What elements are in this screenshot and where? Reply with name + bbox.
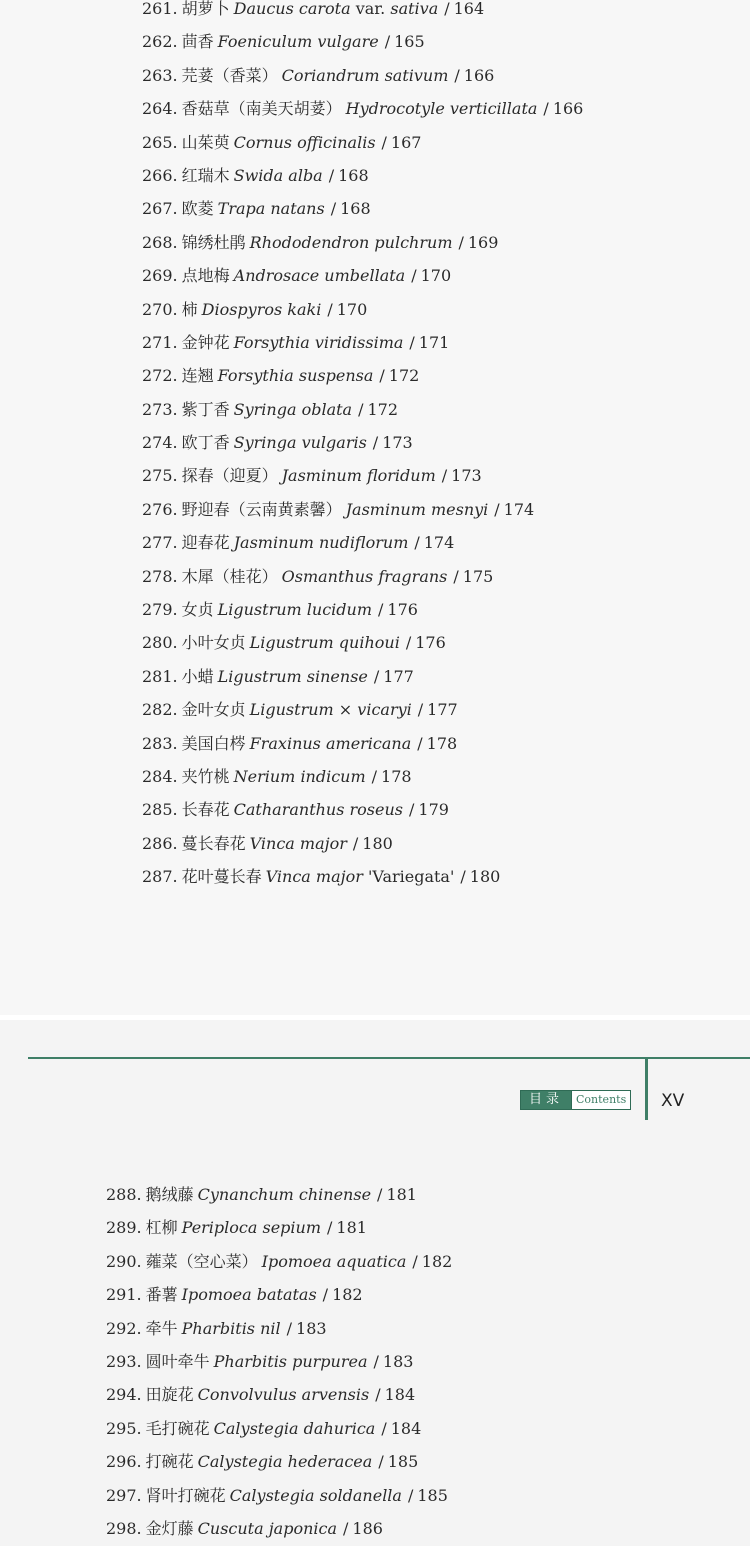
contents-label-en: Contents <box>571 1091 630 1109</box>
entry-page-number: 182 <box>421 1251 453 1271</box>
entry-latin-name: Cuscuta japonica <box>197 1518 338 1538</box>
toc-entry <box>142 192 583 225</box>
entry-latin-name: Calystegia dahurica <box>213 1418 376 1438</box>
entry-latin-name: Diospyros kaki <box>201 299 322 319</box>
entry-latin-name: Forsythia suspensa <box>217 366 374 386</box>
entry-number: 282. <box>142 700 178 720</box>
entry-latin-name: Fraxinus americana <box>249 733 412 753</box>
entry-separator: / <box>458 232 464 252</box>
toc-entry <box>142 393 583 426</box>
toc-entry <box>142 727 583 760</box>
toc-entry <box>142 526 583 559</box>
entry-chinese-name: 鹅绒藤 <box>145 1185 194 1204</box>
entry-page-number: 184 <box>384 1385 416 1405</box>
entry-latin-name: Ligustrum quihoui <box>249 633 400 653</box>
toc-entry <box>142 626 583 659</box>
toc-entry <box>142 293 583 326</box>
entry-number: 293. <box>106 1351 142 1371</box>
entry-page-number: 175 <box>462 566 494 586</box>
entry-latin-name: Daucus carota <box>233 0 351 18</box>
entry-number: 290. <box>106 1251 142 1271</box>
entry-latin-name: Syringa oblata <box>233 399 353 419</box>
entry-page-number: 176 <box>387 600 418 620</box>
entry-number: 286. <box>142 833 178 853</box>
entry-chinese-name: 红瑞木 <box>181 165 230 185</box>
entry-chinese-name: 杠柳 <box>145 1218 178 1238</box>
entry-page-number: 185 <box>417 1485 448 1505</box>
entry-latin-name: Ipomoea aquatica <box>261 1251 407 1271</box>
entry-chinese-name: 野迎春（云南黄素馨） <box>181 499 342 519</box>
toc-entry <box>106 1178 452 1211</box>
entry-chinese-name: 探春（迎夏） <box>181 466 278 486</box>
entry-latin-name: Catharanthus roseus <box>233 800 403 820</box>
entry-chinese-name: 牵牛 <box>145 1318 178 1338</box>
entry-separator: / <box>411 266 417 286</box>
entry-page-number: 183 <box>296 1318 327 1338</box>
entry-latin-name: Vinca major <box>249 833 347 853</box>
entry-chinese-name: 迎春花 <box>181 533 230 553</box>
entry-latin-name-2: vicaryi <box>357 700 412 720</box>
entry-chinese-name: 肾叶打碗花 <box>145 1485 226 1505</box>
entry-chinese-name: 连翘 <box>181 366 214 386</box>
entry-separator: / <box>373 1351 379 1371</box>
entry-latin-name: Osmanthus fragrans <box>281 566 448 586</box>
toc-entry <box>142 827 583 860</box>
toc-entry <box>106 1479 452 1512</box>
entry-latin-name: Androsace umbellata <box>233 266 406 286</box>
entry-separator: / <box>417 700 424 720</box>
entry-chinese-name: 女贞 <box>181 600 214 620</box>
entry-number: 280. <box>142 633 178 653</box>
entry-separator: / <box>375 1385 381 1405</box>
toc-entry <box>106 1278 452 1311</box>
entry-separator: / <box>543 99 549 119</box>
entry-page-number: 181 <box>386 1185 417 1204</box>
entry-separator: / <box>381 132 387 152</box>
toc-entry <box>142 459 583 492</box>
entry-chinese-name: 长春花 <box>181 800 230 820</box>
entry-latin-name: Cornus officinalis <box>233 132 376 152</box>
entry-page-number: 172 <box>388 366 420 386</box>
entry-chinese-name: 小蜡 <box>181 666 214 686</box>
entry-latin-name: Ligustrum <box>249 700 334 720</box>
entry-latin-name: Pharbitis purpurea <box>213 1351 368 1371</box>
toc-entry <box>106 1345 452 1378</box>
entry-separator: / <box>454 65 460 85</box>
entry-number: 284. <box>142 766 178 786</box>
entry-separator: / <box>409 800 415 820</box>
entry-chinese-name: 圆叶牵牛 <box>145 1351 210 1371</box>
entry-page-number: 186 <box>352 1518 383 1538</box>
toc-entry <box>142 92 583 125</box>
entry-chinese-name: 山茱萸 <box>181 132 230 152</box>
entry-separator: / <box>343 1518 349 1538</box>
entry-page-number: 171 <box>418 332 450 352</box>
header-rule <box>28 1057 750 1059</box>
entry-separator: / <box>328 165 335 185</box>
entry-page-number: 176 <box>415 633 446 653</box>
entry-latin-name: Hydrocotyle verticillata <box>345 99 538 119</box>
entry-chinese-name: 茴香 <box>181 32 214 52</box>
entry-latin-name: Ipomoea batatas <box>181 1285 317 1305</box>
toc-page-bottom <box>0 1020 750 1546</box>
entry-separator: / <box>444 0 450 18</box>
toc-entry <box>142 259 583 292</box>
entry-separator: / <box>417 733 423 753</box>
toc-entry <box>142 860 583 893</box>
entry-number: 268. <box>142 232 178 252</box>
entry-page-number: 178 <box>381 766 412 786</box>
entry-number: 296. <box>106 1452 142 1472</box>
toc-entry <box>142 660 583 693</box>
entry-separator: / <box>460 867 466 887</box>
entry-number: 273. <box>142 399 178 419</box>
entry-separator: / <box>453 566 459 586</box>
entry-chinese-name: 金灯藤 <box>145 1518 194 1538</box>
toc-entry <box>142 359 583 392</box>
entry-latin-name: Cynanchum chinense <box>197 1185 372 1204</box>
page-number: XV <box>661 1091 685 1111</box>
entry-number: 264. <box>142 99 178 119</box>
entry-page-number: 174 <box>503 499 535 519</box>
entry-separator: / <box>352 833 359 853</box>
entry-separator: / <box>494 499 500 519</box>
entry-chinese-name: 蔓长春花 <box>181 833 246 853</box>
entry-number: 272. <box>142 366 178 386</box>
entry-separator: / <box>384 32 391 52</box>
entry-separator: / <box>373 666 380 686</box>
contents-label-cn: 目录 <box>521 1091 571 1109</box>
entry-chinese-name: 紫丁香 <box>181 399 230 419</box>
entry-separator: / <box>378 1452 384 1472</box>
entry-page-number: 178 <box>426 733 458 753</box>
toc-entry <box>142 426 583 459</box>
entry-chinese-name: 芫荽（香菜） <box>181 65 278 85</box>
entry-number: 275. <box>142 466 178 486</box>
entry-number: 289. <box>106 1218 142 1238</box>
entry-separator: / <box>405 633 412 653</box>
entry-separator: / <box>381 1418 387 1438</box>
toc-entry <box>142 59 583 92</box>
toc-entry <box>106 1445 452 1478</box>
entry-page-number: 183 <box>382 1351 414 1371</box>
entry-page-number: 181 <box>336 1218 367 1238</box>
entry-page-number: 179 <box>418 800 449 820</box>
entry-latin-name: Calystegia soldanella <box>229 1485 402 1505</box>
entry-separator: / <box>412 1251 418 1271</box>
entry-chinese-name: 锦绣杜鹃 <box>181 232 246 252</box>
entry-page-number: 182 <box>332 1285 363 1305</box>
entry-separator: / <box>441 466 448 486</box>
entry-separator: / <box>286 1318 293 1338</box>
toc-entry <box>142 159 583 192</box>
entry-number: 267. <box>142 199 178 219</box>
toc-entry <box>142 760 583 793</box>
entry-latin-name: Jasminum mesnyi <box>345 499 489 519</box>
entry-page-number: 184 <box>390 1418 422 1438</box>
toc-entry <box>142 693 583 726</box>
entry-latin-name-2: sativa <box>390 0 439 18</box>
entry-number: 295. <box>106 1418 142 1438</box>
entry-latin-name: Syringa vulgaris <box>233 433 367 453</box>
entry-page-number: 166 <box>463 65 495 85</box>
entry-separator: / <box>371 766 378 786</box>
entry-chinese-name: 柿 <box>181 299 198 319</box>
toc-entry <box>142 25 583 58</box>
entry-number: 288. <box>106 1185 142 1204</box>
entry-number: 266. <box>142 165 178 185</box>
toc-list-top <box>142 0 583 894</box>
entry-latin-name: Coriandrum sativum <box>281 65 449 85</box>
entry-page-number: 173 <box>382 433 413 453</box>
entry-latin-name: Periploca sepium <box>181 1218 322 1238</box>
toc-entry <box>142 0 583 25</box>
entry-number: 274. <box>142 433 178 453</box>
entry-extra: 'Variegata' <box>362 867 455 887</box>
entry-separator: / <box>322 1285 329 1305</box>
entry-number: 298. <box>106 1518 142 1538</box>
entry-page-number: 177 <box>427 700 458 720</box>
entry-number: 270. <box>142 299 178 319</box>
entry-number: 263. <box>142 65 178 85</box>
entry-separator: / <box>372 433 379 453</box>
entry-latin-name: Ligustrum lucidum <box>217 600 372 620</box>
entry-latin-name: Calystegia hederacea <box>197 1452 373 1472</box>
entry-latin-name: Ligustrum sinense <box>217 666 368 686</box>
entry-number: 262. <box>142 32 178 52</box>
entry-number: 277. <box>142 533 178 553</box>
entry-number: 292. <box>106 1318 142 1338</box>
entry-page-number: 165 <box>394 32 425 52</box>
entry-number: 294. <box>106 1385 142 1405</box>
entry-number: 285. <box>142 800 178 820</box>
entry-page-number: 180 <box>469 867 501 887</box>
entry-chinese-name: 毛打碗花 <box>145 1418 210 1438</box>
entry-chinese-name: 美国白梣 <box>181 733 246 753</box>
entry-number: 281. <box>142 666 178 686</box>
toc-entry <box>106 1378 452 1411</box>
entry-number: 279. <box>142 600 178 620</box>
toc-entry <box>142 593 583 626</box>
entry-chinese-name: 胡萝卜 <box>181 0 230 18</box>
entry-latin-name: Trapa natans <box>217 199 325 219</box>
entry-extra: × <box>333 700 358 720</box>
entry-separator: / <box>409 332 415 352</box>
toc-entry <box>142 560 583 593</box>
entry-number: 265. <box>142 132 178 152</box>
entry-page-number: 172 <box>367 399 399 419</box>
entry-chinese-name: 小叶女贞 <box>181 633 246 653</box>
entry-page-number: 167 <box>390 132 422 152</box>
entry-chinese-name: 田旋花 <box>145 1385 194 1405</box>
entry-page-number: 170 <box>420 266 452 286</box>
entry-chinese-name: 夹竹桃 <box>181 766 230 786</box>
entry-chinese-name: 打碗花 <box>145 1452 194 1472</box>
entry-page-number: 169 <box>467 232 499 252</box>
entry-chinese-name: 金钟花 <box>181 332 230 352</box>
entry-page-number: 177 <box>383 666 414 686</box>
entry-chinese-name: 金叶女贞 <box>181 700 246 720</box>
entry-number: 297. <box>106 1485 142 1505</box>
entry-separator: / <box>407 1485 414 1505</box>
entry-separator: / <box>379 366 385 386</box>
entry-latin-name: Pharbitis nil <box>181 1318 281 1338</box>
entry-page-number: 164 <box>453 0 485 18</box>
toc-entry <box>142 326 583 359</box>
toc-entry <box>106 1312 452 1345</box>
entry-number: 271. <box>142 332 178 352</box>
entry-latin-name: Foeniculum vulgare <box>217 32 379 52</box>
entry-latin-name: Jasminum floridum <box>281 466 436 486</box>
entry-page-number: 170 <box>336 299 368 319</box>
entry-separator: / <box>414 533 420 553</box>
contents-label <box>520 1090 631 1110</box>
entry-latin-name: Convolvulus arvensis <box>197 1385 370 1405</box>
toc-entry <box>106 1512 452 1545</box>
entry-page-number: 174 <box>423 533 455 553</box>
entry-number: 261. <box>142 0 178 18</box>
entry-separator: / <box>327 1218 333 1238</box>
entry-separator: / <box>327 299 333 319</box>
toc-entry <box>106 1211 452 1244</box>
toc-entry <box>142 493 583 526</box>
toc-entry <box>106 1412 452 1445</box>
entry-chinese-name: 花叶蔓长春 <box>181 867 262 887</box>
entry-number: 287. <box>142 867 178 887</box>
entry-number: 276. <box>142 499 178 519</box>
entry-latin-name: Vinca major <box>265 867 363 887</box>
entry-number: 291. <box>106 1285 142 1305</box>
toc-entry <box>106 1245 452 1278</box>
entry-separator: / <box>358 399 364 419</box>
entry-chinese-name: 番薯 <box>145 1285 178 1305</box>
toc-entry <box>142 793 583 826</box>
toc-entry <box>142 226 583 259</box>
entry-latin-name: Rhododendron pulchrum <box>249 232 453 252</box>
entry-latin-name: Forsythia viridissima <box>233 332 404 352</box>
entry-page-number: 180 <box>362 833 393 853</box>
toc-entry <box>142 126 583 159</box>
entry-latin-name: Swida alba <box>233 165 323 185</box>
entry-extra: var. <box>350 0 391 18</box>
entry-chinese-name: 点地梅 <box>181 266 230 286</box>
entry-latin-name: Nerium indicum <box>233 766 366 786</box>
entry-page-number: 168 <box>338 165 369 185</box>
entry-separator: / <box>377 1185 383 1204</box>
toc-list-bottom <box>106 1178 452 1545</box>
entry-chinese-name: 木犀（桂花） <box>181 566 278 586</box>
entry-page-number: 166 <box>552 99 584 119</box>
entry-chinese-name: 欧丁香 <box>181 433 230 453</box>
entry-number: 278. <box>142 566 178 586</box>
entry-separator: / <box>330 199 337 219</box>
entry-chinese-name: 欧菱 <box>181 199 214 219</box>
entry-chinese-name: 蕹菜（空心菜） <box>145 1251 258 1271</box>
header-vertical-bar <box>645 1058 648 1120</box>
entry-page-number: 173 <box>451 466 482 486</box>
entry-number: 269. <box>142 266 178 286</box>
entry-latin-name: Jasminum nudiflorum <box>233 533 409 553</box>
entry-page-number: 168 <box>340 199 371 219</box>
entry-separator: / <box>378 600 384 620</box>
entry-page-number: 185 <box>387 1452 419 1472</box>
entry-number: 283. <box>142 733 178 753</box>
entry-chinese-name: 香菇草（南美天胡荽） <box>181 99 342 119</box>
